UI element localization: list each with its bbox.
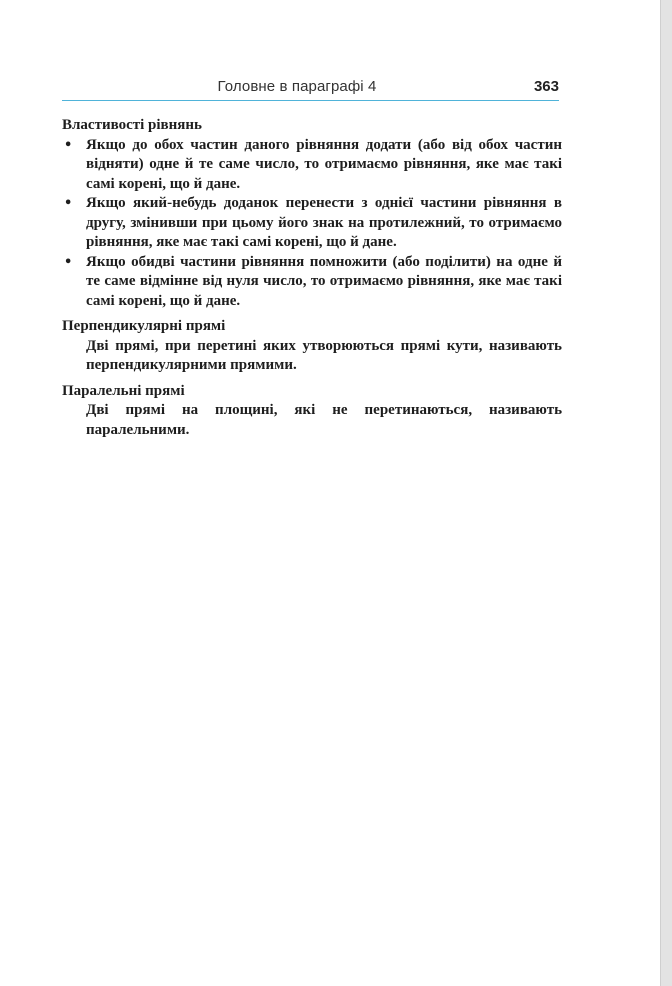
bullet-icon: • bbox=[64, 196, 73, 211]
section-heading-perpendicular-lines: Перпендикулярні прямі bbox=[62, 318, 226, 334]
running-title: Головне в параграфі 4 bbox=[217, 78, 377, 95]
list-item bbox=[62, 194, 562, 253]
list-item-text: Якщо обидві частини рівняння помножити (або поділити) на одне й те саме відмінне від нуля число, то отримаємо рівняння, яке має такі самі корені, що й дане. bbox=[86, 253, 562, 309]
list-item-text: Якщо до обох частин даного рівняння додати (або від обох частин відняти) одне й те саме число, то отримаємо рівняння, яке має такі самі корені, що й дане. bbox=[86, 136, 562, 192]
list-item-text: Якщо який-небудь доданок перенести з однієї частини рівняння в другу, змінивши при цьому його знак на протилежний, то отримаємо рівняння, яке має такі самі корені, що й дане. bbox=[86, 195, 562, 250]
page-content bbox=[62, 116, 562, 440]
equation-properties-list bbox=[62, 136, 562, 312]
header-divider bbox=[62, 100, 559, 101]
bullet-icon: • bbox=[64, 254, 73, 270]
definition-parallel-lines: Дві прямі на площині, які не перетинаються, називають паралельними. bbox=[86, 402, 562, 438]
section-heading-equation-properties: Властивості рівнянь bbox=[62, 117, 202, 133]
bullet-icon: • bbox=[64, 137, 73, 153]
definition-perpendicular-lines: Дві прямі, при перетині яких утворюються прямі кути, називають перпендикулярними прямими. bbox=[86, 337, 562, 373]
list-item bbox=[62, 253, 562, 312]
page-header bbox=[62, 76, 559, 100]
section-heading-parallel-lines: Паралельні прямі bbox=[62, 382, 185, 399]
page-edge-shadow bbox=[660, 0, 672, 986]
list-item bbox=[62, 136, 562, 195]
page-number: 363 bbox=[533, 78, 559, 95]
